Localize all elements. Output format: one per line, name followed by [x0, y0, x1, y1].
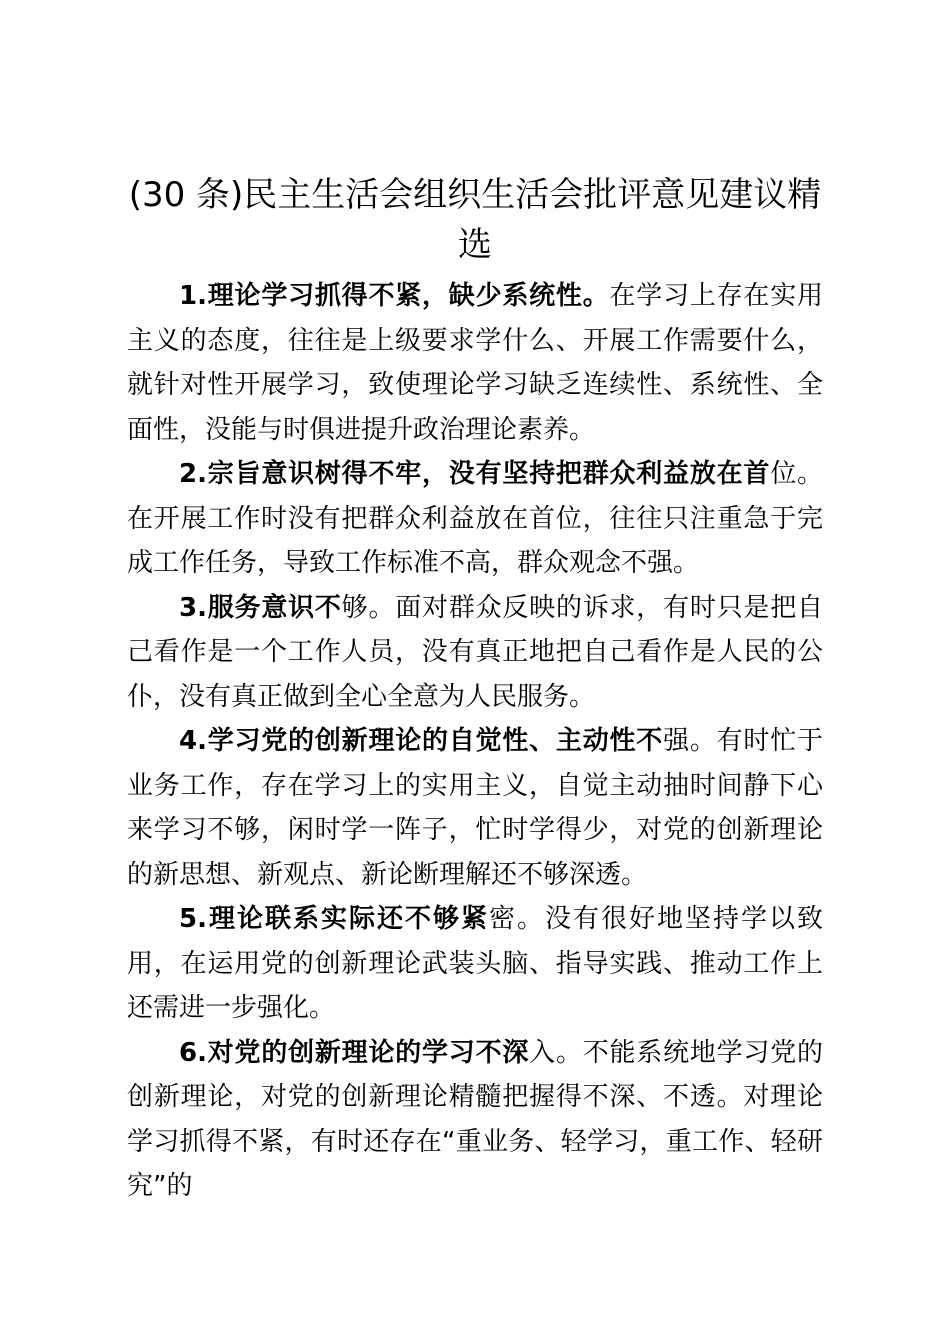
paragraph-6-body: 入。不能系统地学习党的创新理论，对党的创新理论精髓把握得不深、不透。对理论学习抓得不紧，有时还存在“重业务、轻学习，重工作、轻研究”的	[127, 1037, 823, 1201]
document-page	[127, 170, 823, 1209]
paragraph-3	[127, 586, 823, 720]
paragraph-2-body: 位。在开展工作时没有把群众利益放在首位，往往只注重急于完成工作任务，导致工作标准不高，群众观念不强。	[127, 459, 823, 578]
paragraph-4-lead: 4.学习党的创新理论的自觉性、主动性不	[179, 726, 664, 756]
document-title: (30 条)民主生活会组织生活会批评意见建议精选	[128, 175, 822, 265]
paragraph-1-body: 在学习上存在实用主义的态度，往往是上级要求学什么、开展工作需要什么，就针对性开展学习，致使理论学习缺乏连续性、系统性、全面性，没能与时俱进提升政治理论素养。	[127, 281, 823, 445]
paragraph-1	[127, 274, 823, 452]
paragraph-1-lead: 1.理论学习抓得不紧，缺少系统性。	[179, 281, 610, 311]
paragraph-2	[127, 452, 823, 586]
paragraph-5-lead: 5.理论联系实际还不够紧	[179, 904, 489, 934]
paragraph-4	[127, 719, 823, 897]
paragraph-6	[127, 1031, 823, 1209]
paragraph-5-body: 密。没有很好地坚持学以致用，在运用党的创新理论武装头脑、指导实践、推动工作上还需进一步强化。	[127, 904, 823, 1023]
paragraph-3-lead: 3.服务意识不	[179, 592, 342, 623]
paragraph-3-body: 够。面对群众反映的诉求，有时只是把自己看作是一个工作人员，没有真正地把自己看作是人民的公仆，没有真正做到全心全意为人民服务。	[127, 592, 823, 712]
paragraph-6-lead: 6.对党的创新理论的学习不深	[179, 1037, 530, 1068]
paragraph-2-lead: 2.宗旨意识树得不牢，没有坚持把群众利益放在首	[179, 459, 771, 489]
paragraph-5	[127, 897, 823, 1031]
paragraph-4-body: 强。有时忙于业务工作，存在学习上的实用主义，自觉主动抽时间静下心来学习不够，闲时学一阵子，忙时学得少，对党的创新理论的新思想、新观点、新论断理解还不够深透。	[127, 726, 823, 890]
